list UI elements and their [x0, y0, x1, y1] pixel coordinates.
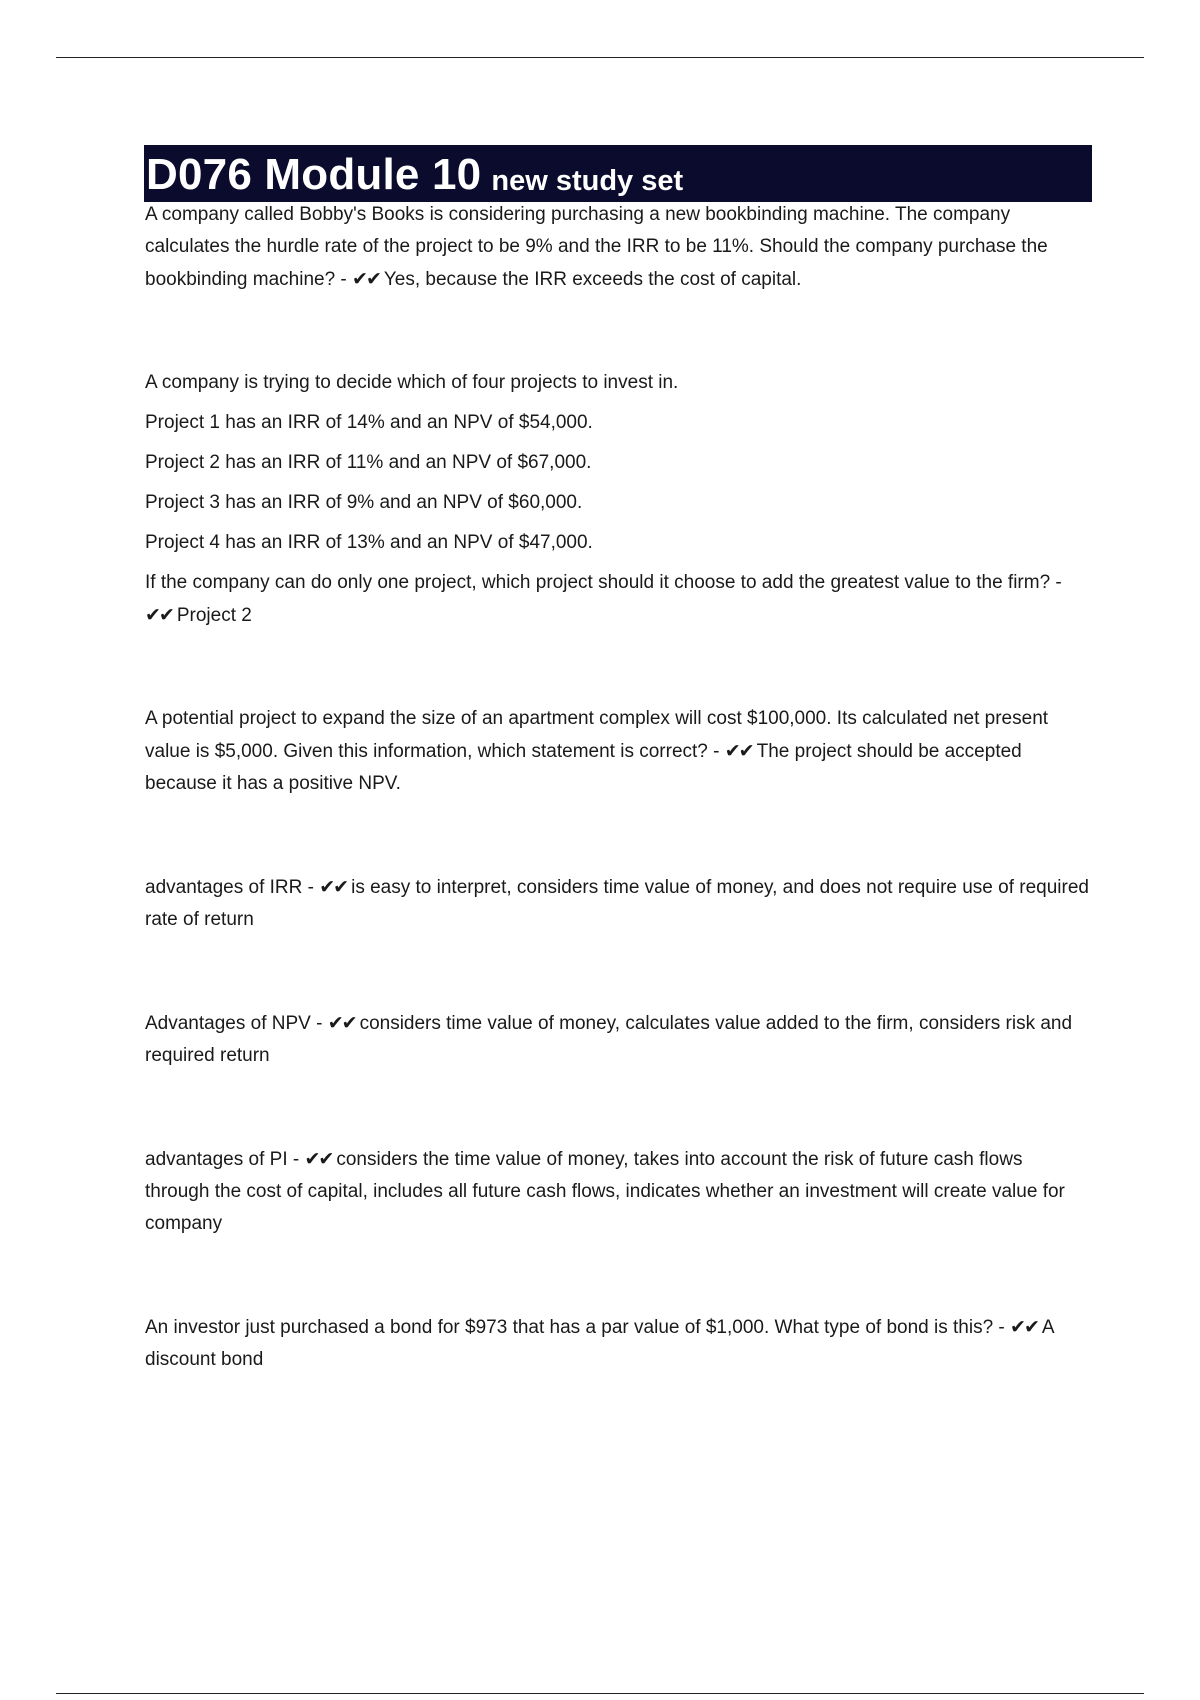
flashcard-text [145, 567, 1090, 632]
double-check-icon: ✔✔ [1010, 1316, 1038, 1338]
flashcard-text [145, 703, 1090, 800]
answer-text: A discount bond [145, 1317, 1054, 1370]
footer-rule [56, 1693, 1144, 1694]
flashcard-list [145, 199, 1090, 1376]
flashcard-text [145, 199, 1090, 296]
flashcard-text [145, 1311, 1090, 1376]
title-subtitle: new study set [491, 165, 684, 197]
project-line: Project 4 has an IRR of 13% and an NPV of $47,000. [145, 532, 593, 553]
question-text: advantages of PI - [145, 1149, 305, 1170]
question-text: advantages of IRR - [145, 877, 320, 898]
answer-text: considers the time value of money, takes into account the risk of future cash flows through the cost of capital, includes all future cash flows, indicates whether an investment will create value for company [145, 1149, 1065, 1234]
flashcard [145, 1007, 1090, 1072]
flashcard [145, 703, 1090, 800]
page-title [144, 145, 1092, 202]
flashcard [145, 1311, 1090, 1376]
flashcard [145, 871, 1090, 936]
project-line: Project 2 has an IRR of 11% and an NPV of $67,000. [145, 452, 592, 473]
flashcard-text [145, 1143, 1090, 1240]
question-text: A company called Bobby's Books is considering purchasing a new bookbinding machine. The company calculates the hurdle rate of the project to be 9% and the IRR to be 11%. Should the company purchase the bookbinding machine? - [145, 204, 1048, 290]
double-check-icon: ✔✔ [327, 1012, 356, 1034]
question-text: An investor just purchased a bond for $973 that has a par value of $1,000. What type of bond is this? - [145, 1317, 1011, 1338]
header-rule [56, 57, 1144, 58]
project-line: Project 3 has an IRR of 9% and an NPV of $60,000. [145, 492, 583, 513]
double-check-icon: ✔✔ [145, 604, 173, 626]
title-main: D076 Module 10 [146, 150, 482, 199]
answer-text: considers time value of money, calculates value added to the firm, considers risk and required return [145, 1013, 1073, 1066]
double-check-icon: ✔✔ [352, 268, 380, 290]
question-intro: A company is trying to decide which of four projects to invest in. [145, 372, 679, 393]
double-check-icon: ✔✔ [304, 1148, 333, 1170]
flashcard [145, 199, 1090, 296]
answer-text: is easy to interpret, considers time value of money, and does not require use of required rate of return [145, 877, 1089, 930]
project-line: Project 1 has an IRR of 14% and an NPV of $54,000. [145, 412, 593, 433]
flashcard-text [145, 871, 1090, 936]
question-text: A potential project to expand the size of an apartment complex will cost $100,000. Its calculated net present value is $5,000. Given this information, which statement is correct? - [145, 708, 1049, 762]
answer-text: The project should be accepted because it has a positive NPV. [145, 741, 1022, 794]
question-text: If the company can do only one project, which project should it choose to add the greatest value to the firm? - [145, 572, 1062, 593]
answer-text: Project 2 [176, 605, 252, 626]
flashcard [145, 367, 1090, 632]
flashcard [145, 1143, 1090, 1240]
answer-text: Yes, because the IRR exceeds the cost of capital. [383, 269, 802, 290]
flashcard-text [145, 1007, 1090, 1072]
double-check-icon: ✔✔ [319, 876, 348, 898]
question-text: Advantages of NPV - [145, 1013, 328, 1034]
double-check-icon: ✔✔ [724, 740, 753, 762]
